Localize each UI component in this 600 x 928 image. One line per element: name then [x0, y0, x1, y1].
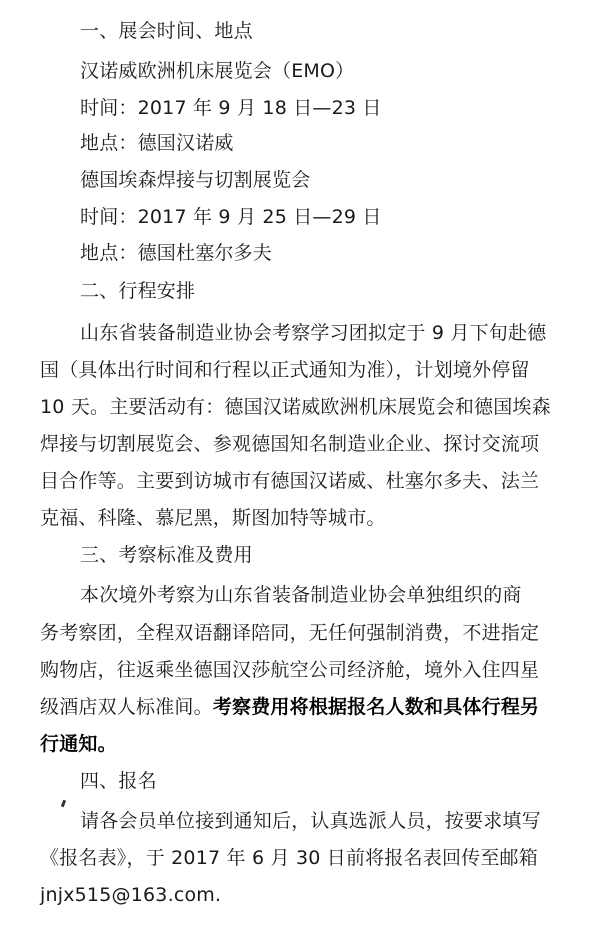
section-2-line: 克福、科隆、慕尼黑，斯图加特等城市。: [40, 507, 386, 529]
section-3-line-4: [40, 694, 539, 720]
expo-1-place: 地点：德国汉诺威: [80, 132, 234, 154]
expo-1-time: 时间：2017 年 9 月 18 日—23 日: [80, 97, 382, 119]
section-2-line: 焊接与切割展览会、参观德国知名制造业企业、探讨交流项: [40, 433, 540, 455]
section-3-line: 购物店，往返乘坐德国汉莎航空公司经济舱，境外入住四星: [40, 659, 540, 681]
section-3-line: 务考察团，全程双语翻译陪同，无任何强制消费，不进指定: [40, 622, 540, 644]
section-2-line: 国（具体出行时间和行程以正式通知为准），计划境外停留: [40, 359, 530, 381]
section-3-heading: 三、考察标准及费用: [80, 544, 253, 566]
section-4-email: jnjx515@163.com.: [40, 884, 222, 906]
section-2-line: 10 天。主要活动有：德国汉诺威欧洲机床展览会和德国埃森: [40, 396, 551, 418]
section-3-fee-note-end: 行通知。: [40, 733, 117, 755]
expo-2-place: 地点：德国杜塞尔多夫: [80, 242, 273, 264]
section-3-line-4-plain: 级酒店双人标准间。: [40, 696, 213, 718]
section-4-line: 请各会员单位接到通知后，认真选派人员，按要求填写: [80, 810, 541, 832]
expo-1-name: 汉诺威欧洲机床展览会（EMO）: [80, 60, 355, 82]
expo-2-time: 时间：2017 年 9 月 25 日—29 日: [80, 206, 382, 228]
section-4-heading: 四、报名: [80, 770, 157, 792]
expo-2-name: 德国埃森焊接与切割展览会: [80, 169, 311, 191]
section-1-heading: 一、展会时间、地点: [80, 20, 253, 42]
section-3-fee-note: 考察费用将根据报名人数和具体行程另: [212, 696, 540, 718]
section-3-line: 本次境外考察为山东省装备制造业协会单独组织的商: [80, 584, 522, 606]
section-4-line: 《报名表》，于 2017 年 6 月 30 日前将报名表回传至邮箱: [40, 847, 538, 869]
section-2-heading: 二、行程安排: [80, 280, 196, 302]
section-2-line: 山东省装备制造业协会考察学习团拟定于 9 月下旬赴德: [80, 322, 547, 344]
scan-mark: [61, 800, 66, 808]
section-2-line: 目合作等。主要到访城市有德国汉诺威、杜塞尔多夫、法兰: [40, 470, 540, 492]
